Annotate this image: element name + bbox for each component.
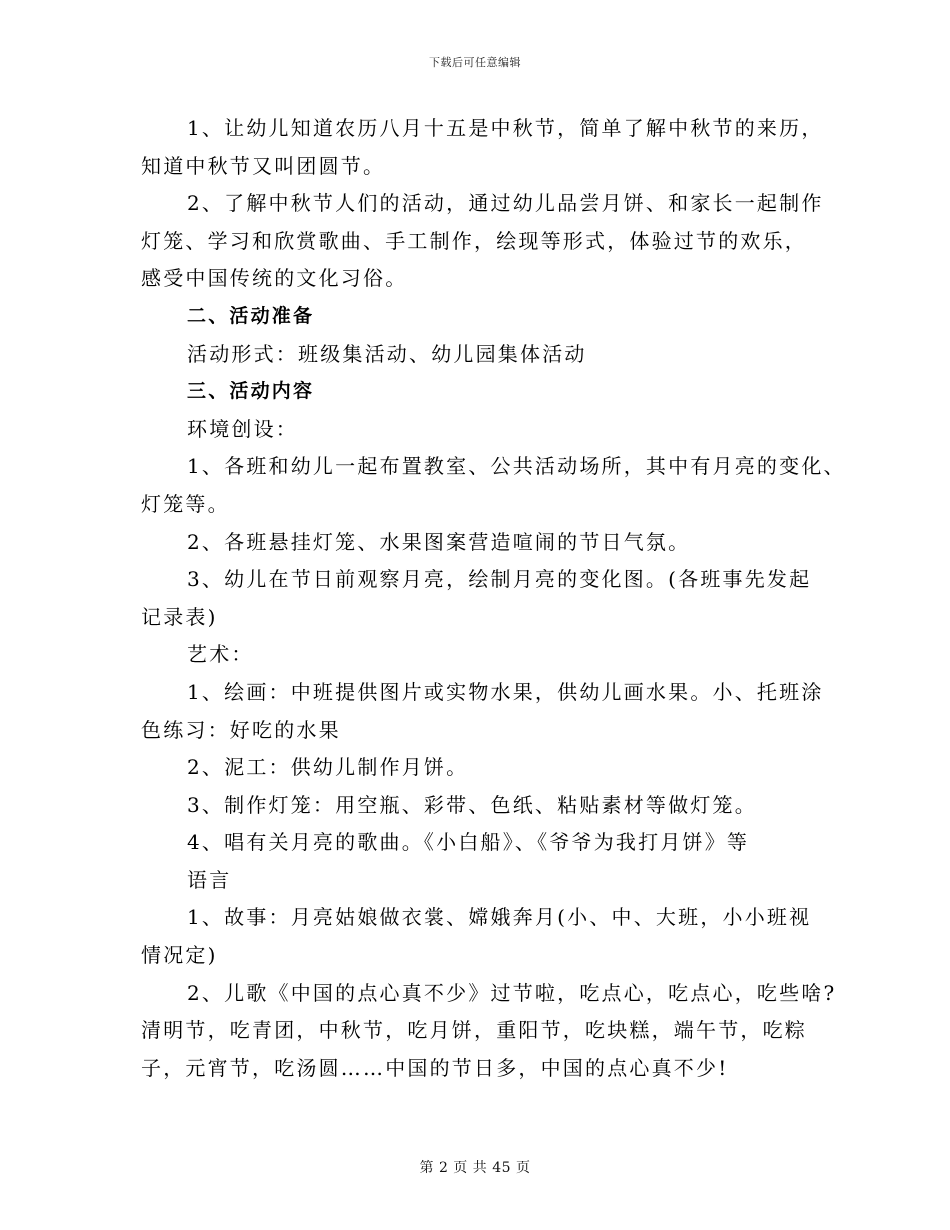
paragraph-line: 2、各班悬挂灯笼、水果图案营造喧闹的节日气氛。 <box>187 529 691 554</box>
paragraph-line: 灯笼等。 <box>141 491 230 516</box>
paragraph-line: 子，元宵节，吃汤圆……中国的节日多，中国的点心真不少! <box>141 1055 729 1080</box>
paragraph-line: 色练习：好吃的水果 <box>141 717 341 742</box>
page-header: 下载后可任意编辑 <box>429 56 521 69</box>
paragraph-line: 1、让幼儿知道农历八月十五是中秋节，简单了解中秋节的来历， <box>187 116 824 140</box>
paragraph-line: 灯笼、学习和欣赏歌曲、手工制作，绘现等形式，体验过节的欢乐， <box>141 228 807 253</box>
document-body <box>141 110 846 1087</box>
paragraph-line: 2、儿歌《中国的点心真不少》过节啦，吃点心，吃点心，吃些啥? <box>187 980 837 1005</box>
paragraph-line: 情况定) <box>141 943 218 968</box>
paragraph-line: 4、唱有关月亮的歌曲。《小白船》、《爷爷为我打月饼》等 <box>187 830 750 855</box>
paragraph-line: 3、幼儿在节日前观察月亮，绘制月亮的变化图。(各班事先发起 <box>187 567 812 592</box>
paragraph-line: 艺术： <box>187 642 254 667</box>
paragraph-line: 1、绘画：中班提供图片或实物水果，供幼儿画水果。小、托班涂 <box>187 679 824 704</box>
section-heading: 三、活动内容 <box>187 380 315 403</box>
paragraph-line: 活动形式：班级集活动、幼儿园集体活动 <box>187 341 587 366</box>
page-footer: 第 2 页 共 45 页 <box>419 1160 531 1176</box>
paragraph-line: 1、各班和幼儿一起布置教室、公共活动场所，其中有月亮的变化、 <box>187 454 846 479</box>
paragraph-line: 感受中国传统的文化习俗。 <box>141 266 408 291</box>
section-heading: 二、活动准备 <box>187 304 315 327</box>
paragraph-line: 知道中秋节又叫团圆节。 <box>141 153 386 178</box>
paragraph-line: 环境创设： <box>187 416 298 441</box>
paragraph-line: 记录表) <box>141 604 218 629</box>
paragraph-line: 清明节，吃青团，中秋节，吃月饼，重阳节，吃块糕，端午节，吃粽 <box>141 1018 807 1043</box>
paragraph-line: 语言 <box>187 867 232 892</box>
paragraph-line: 2、泥工：供幼儿制作月饼。 <box>187 755 469 780</box>
paragraph-line: 3、制作灯笼：用空瓶、彩带、色纸、粘贴素材等做灯笼。 <box>187 792 757 817</box>
paragraph-line: 1、故事：月亮姑娘做衣裳、嫦娥奔月(小、中、大班，小小班视 <box>187 905 812 930</box>
paragraph-line: 2、了解中秋节人们的活动，通过幼儿品尝月饼、和家长一起制作 <box>187 191 824 216</box>
